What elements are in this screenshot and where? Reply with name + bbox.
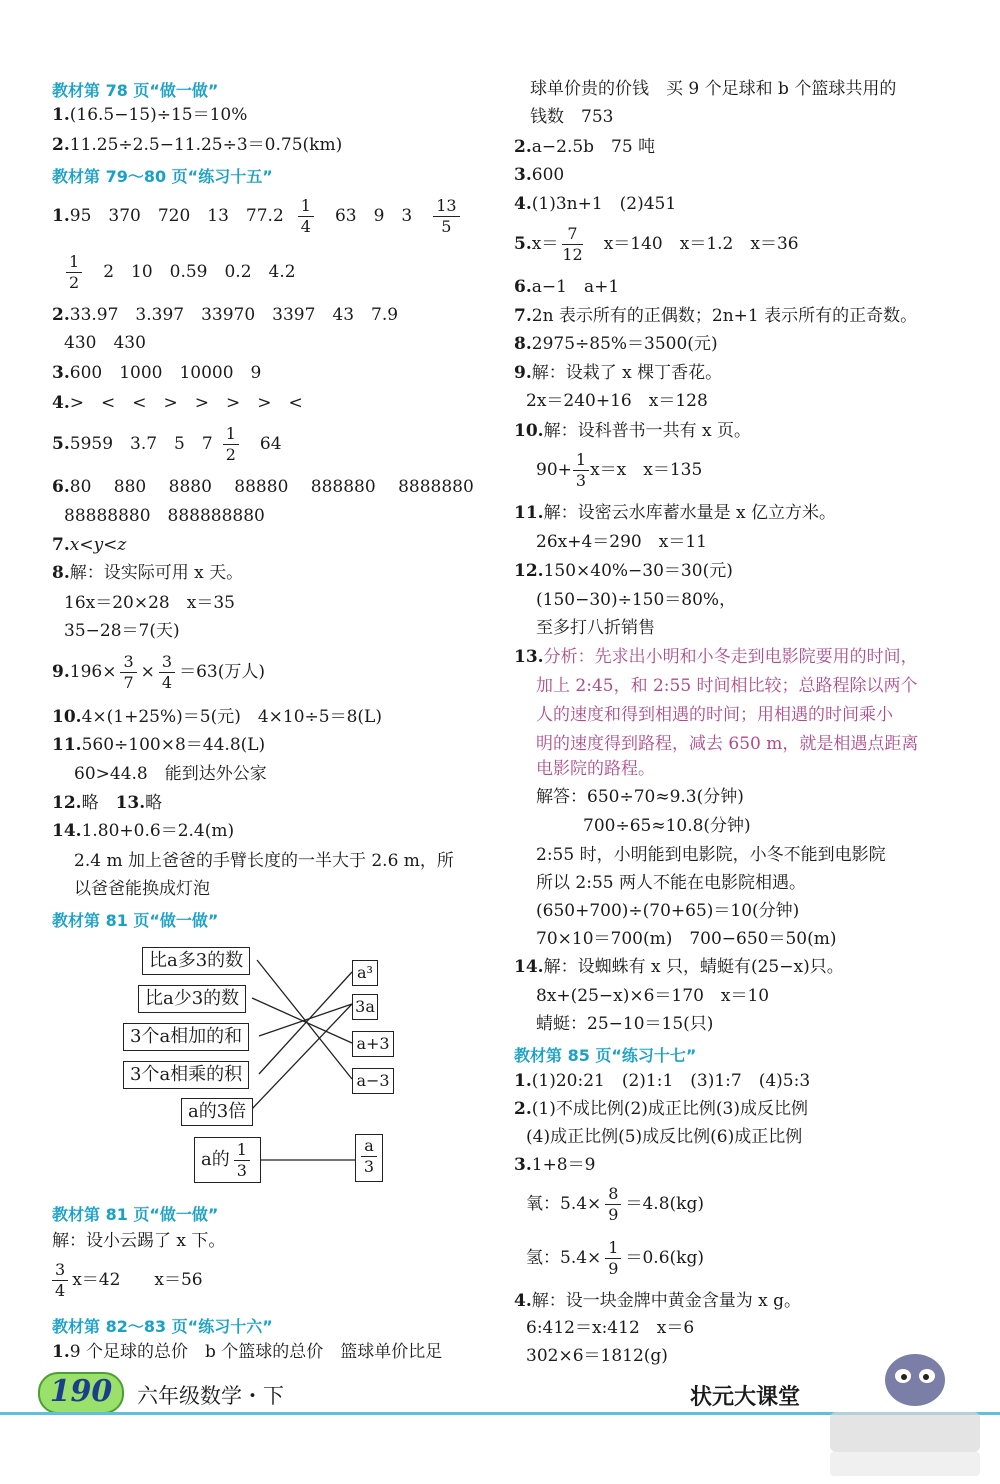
answer-line: 12.150×40%−30＝30(元) (514, 561, 733, 581)
answer-line: 2x＝240+16 x＝128 (526, 391, 708, 411)
answer-line: 7.2n 表示所有的正偶数；2n+1 表示所有的正奇数。 (514, 306, 918, 326)
answer-line: 302×6＝1812(g) (526, 1346, 668, 1366)
answer-line: 1.9 个足球的总价 b 个篮球的总价 篮球单价比足 (52, 1342, 443, 1362)
answer-line: 8x+(25−x)×6＝170 x＝10 (536, 986, 770, 1006)
analysis-line: 明的速度得到路程，减去 650 m，就是相遇点距离 (536, 734, 919, 754)
answer-line: 6.80 880 8880 88880 888880 8888880 (52, 477, 474, 497)
expr-box-left: a的 $\frac{1}{3}$ (194, 1137, 261, 1183)
answer-line: 至多打八折销售 (536, 618, 655, 638)
answer-line: 钱数 753 (530, 107, 614, 127)
answer-line: 氢：5.4× $\frac{1}{9}$ ＝0.6(kg) (526, 1238, 704, 1278)
answer-line: 1.95 370 720 13 77.2 $\frac{1}{4}$ 63 9 3 $\frac{13}{5}$ (52, 196, 464, 237)
answer-line: 90+ $\frac{1}{3}$ x＝x x＝135 (536, 450, 703, 490)
answer-line: 2.4 m 加上爸爸的手臂长度的一半大于 2.6 m，所 (74, 851, 454, 871)
answer-line: 12.略 13.略 (52, 793, 163, 813)
answer-line: 氧：5.4× $\frac{8}{9}$ ＝4.8(kg) (526, 1184, 704, 1224)
answer-line: 6:412＝x:412 x＝6 (526, 1318, 695, 1338)
answer-line: (650+700)÷(70+65)＝10(分钟) (536, 901, 800, 921)
answer-line: 4.解：设一块金牌中黄金含量为 x g。 (514, 1291, 802, 1311)
section-heading: 教材第 79～80 页“练习十五” (52, 167, 273, 186)
answer-line: 3.1+8＝9 (514, 1155, 596, 1175)
expr-box-right: a+3 (352, 1031, 394, 1057)
brand-name: 状元大课堂 (690, 1385, 801, 1410)
answer-line: (150−30)÷150＝80%， (536, 590, 737, 610)
expr-box-left: 比a少3的数 (138, 985, 246, 1013)
analysis-line: 13.分析：先求出小明和小冬走到电影院要用的时间， (514, 647, 918, 667)
section-heading: 教材第 85 页“练习十七” (514, 1046, 697, 1065)
answer-line: 所以 2:55 两人不能在电影院相遇。 (536, 873, 806, 893)
expr-box-left: 3个a相乘的积 (123, 1061, 249, 1089)
answer-line: 1.(16.5−15)÷15＝10% (52, 105, 248, 125)
section-heading: 教材第 82～83 页“练习十六” (52, 1317, 273, 1336)
answer-line: 1.(1)20:21 (2)1:1 (3)1:7 (4)5:3 (514, 1071, 811, 1091)
answer-line: 88888880 888888880 (64, 506, 265, 526)
answer-line: 700÷65≈10.8(分钟) (583, 816, 751, 836)
answer-line: 8.解：设实际可用 x 天。 (52, 563, 244, 583)
answer-line: 10.4×(1+25%)＝5(元) 4×10÷5＝8(L) (52, 707, 382, 727)
answer-line: 4.> < < > > > > < (52, 393, 303, 413)
analysis-line: 加上 2:45，和 2:55 时间相比较；总路程除以两个 (536, 676, 918, 696)
answer-line: 7.x<y<z (52, 535, 127, 555)
answer-line: 9.解：设栽了 x 棵丁香花。 (514, 363, 723, 383)
answer-line: 以爸爸能换成灯泡 (74, 879, 210, 899)
answer-line: 蜻蜓：25−10＝15(只) (536, 1014, 714, 1034)
answer-line: 5.5959 3.7 5 7 $\frac{1}{2}$ 64 (52, 424, 282, 464)
answer-line: 14.解：设蜘蛛有 x 只，蜻蜓有(25−x)只。 (514, 957, 844, 977)
page-number-badge: 190 (38, 1372, 124, 1414)
answer-line: 2.11.25÷2.5−11.25÷3＝0.75(km) (52, 135, 343, 155)
answer-line: 解：设小云踢了 x 下。 (52, 1231, 226, 1251)
answer-line: 16x＝20×28 x＝35 (64, 593, 235, 613)
answer-line: 5.x＝ $\frac{7}{12}$ x＝140 x＝1.2 x＝36 (514, 224, 799, 264)
answer-line: (4)成正比例(5)成反比例(6)成正比例 (526, 1127, 803, 1147)
answer-line: 9.196× $\frac{3}{7}$ × $\frac{3}{4}$ ＝63(万人) (52, 652, 265, 692)
answer-line: 14.1.80+0.6＝2.4(m) (52, 821, 235, 841)
answer-line: 70×10＝700(m) 700−650＝50(m) (536, 929, 837, 949)
answer-line: 3.600 1000 10000 9 (52, 363, 262, 383)
expr-box-left: a的3倍 (181, 1098, 253, 1126)
answer-line: 解答：650÷70≈9.3(分钟) (536, 787, 744, 807)
section-heading: 教材第 78 页“做一做” (52, 81, 219, 100)
answer-line: 35−28＝7(天) (64, 621, 180, 641)
answer-line: 球单价贵的价钱 买 9 个足球和 b 个篮球共用的 (530, 79, 897, 99)
expr-box-left: 3个a相加的和 (123, 1023, 249, 1051)
answer-line: 6.a−1 a+1 (514, 277, 620, 297)
analysis-line: 电影院的路程。 (536, 759, 655, 779)
expr-box-right: $\frac{a}{3}$ (355, 1134, 383, 1182)
answer-line: 26x+4＝290 x＝11 (536, 532, 707, 552)
watermark-logo-icon (820, 1340, 990, 1480)
answer-line: 2.a−2.5b 75 吨 (514, 137, 656, 157)
answer-line: 430 430 (64, 333, 146, 353)
answer-line: 11.解：设密云水库蓄水量是 x 亿立方米。 (514, 503, 836, 523)
expr-box-right: a³ (352, 960, 378, 986)
expr-box-right: a−3 (352, 1068, 394, 1094)
answer-line: 8.2975÷85%＝3500(元) (514, 334, 718, 354)
expr-box-right: 3a (352, 994, 378, 1020)
section-heading: 教材第 81 页“做一做” (52, 1205, 219, 1224)
section-heading: 教材第 81 页“做一做” (52, 911, 219, 930)
answer-line: 2:55 时，小明能到电影院，小冬不能到电影院 (536, 845, 886, 865)
answer-line: 60>44.8 能到达外公家 (74, 764, 267, 784)
expr-box-left: 比a多3的数 (142, 947, 250, 975)
answer-line: 3.600 (514, 165, 565, 185)
answer-line: $\frac{3}{4}$ x＝42 x＝56 (48, 1260, 203, 1301)
answer-line: 2.(1)不成比例(2)成正比例(3)成反比例 (514, 1099, 808, 1119)
analysis-line: 人的速度和得到相遇的时间；用相遇的时间乘小 (536, 705, 893, 725)
answer-line: 10.解：设科普书一共有 x 页。 (514, 421, 751, 441)
book-title: 六年级数学・下 (137, 1384, 284, 1408)
answer-line: 11.560÷100×8＝44.8(L) (52, 735, 266, 755)
answer-line: 4.(1)3n+1 (2)451 (514, 194, 677, 214)
answer-line: $\frac{1}{2}$ 2 10 0.59 0.2 4.2 (62, 252, 296, 293)
answer-line: 2.33.97 3.397 33970 3397 43 7.9 (52, 305, 399, 325)
